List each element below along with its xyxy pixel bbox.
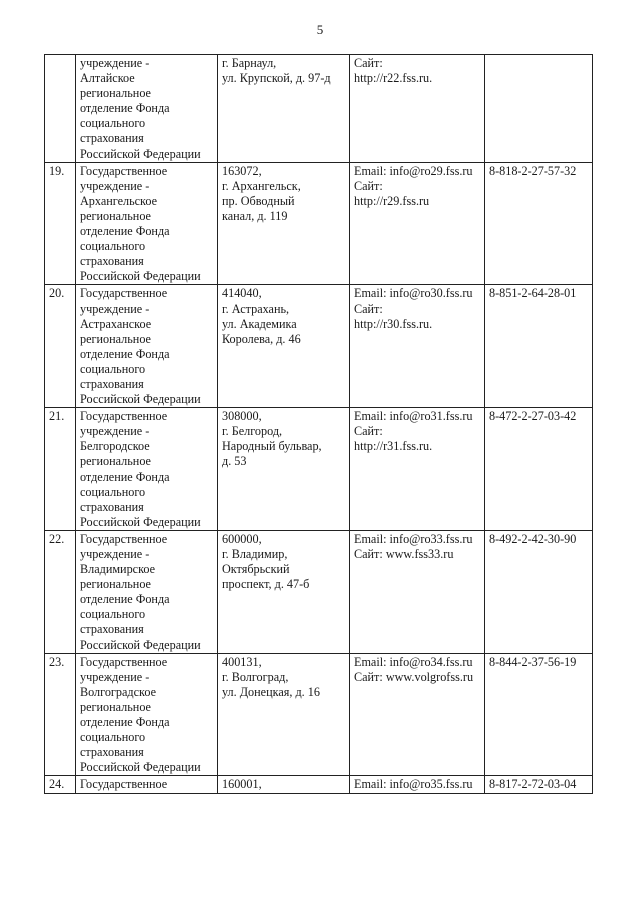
institution-name-line: Государственное	[80, 409, 168, 424]
row-number-cell: 19.	[45, 162, 76, 285]
institution-name-line: социального	[80, 730, 146, 745]
address-line: д. 53	[222, 454, 247, 469]
institution-name-line: Российской Федерации	[80, 146, 201, 161]
contacts-line: Email: info@ro30.fss.ru	[354, 286, 473, 301]
institution-name-cell	[76, 653, 218, 776]
institution-name-line: Государственное	[80, 654, 168, 669]
institution-name-line: социального	[80, 607, 146, 622]
institution-name-line: отделение Фонда	[80, 101, 170, 116]
address-line: 308000,	[222, 409, 262, 424]
institution-name-line: учреждение -	[80, 669, 150, 684]
institution-name-line: страхования	[80, 622, 144, 637]
contacts-line: Email: info@ro31.fss.ru	[354, 409, 473, 424]
contacts-line: Сайт:	[354, 424, 383, 439]
institution-name-cell	[76, 776, 218, 793]
institution-name-cell	[76, 530, 218, 653]
row-number-cell: 21.	[45, 408, 76, 531]
institution-name-line: Государственное	[80, 777, 168, 792]
address-cell	[218, 162, 350, 285]
institution-name-line: Российской Федерации	[80, 392, 201, 407]
contacts-line: Email: info@ro35.fss.ru	[354, 777, 473, 792]
address-line: Королева, д. 46	[222, 331, 301, 346]
address-line: 600000,	[222, 531, 262, 546]
address-line: пр. Обводный	[222, 193, 295, 208]
address-cell	[218, 530, 350, 653]
contacts-line: Сайт: www.volgrofss.ru	[354, 669, 474, 684]
address-cell	[218, 653, 350, 776]
address-cell	[218, 776, 350, 793]
institution-name-line: отделение Фонда	[80, 346, 170, 361]
table-row	[45, 55, 593, 163]
institution-name-line: региональное	[80, 577, 151, 592]
contacts-line: Email: info@ro33.fss.ru	[354, 531, 473, 546]
address-cell	[218, 55, 350, 163]
address-line: г. Владимир,	[222, 547, 288, 561]
institution-name-line: Российской Федерации	[80, 269, 201, 284]
institution-name-line: Архангельское	[80, 193, 158, 208]
contacts-cell	[350, 776, 485, 793]
address-line: 414040,	[222, 286, 262, 301]
institution-name-line: Владимирское	[80, 562, 156, 577]
contacts-line: Сайт:	[354, 178, 383, 193]
address-cell	[218, 285, 350, 408]
table-row	[45, 653, 593, 776]
address-line: г. Белгород,	[222, 424, 283, 439]
contacts-cell	[350, 55, 485, 163]
contacts-line: Email: info@ro34.fss.ru	[354, 654, 473, 669]
table-row	[45, 408, 593, 531]
institution-name-cell	[76, 162, 218, 285]
institution-name-line: Волгоградское	[80, 684, 156, 699]
institution-name-line: региональное	[80, 331, 151, 346]
institution-name-line: Российской Федерации	[80, 760, 201, 775]
institution-name-line: социального	[80, 484, 146, 499]
phone-cell: 8-851-2-64-28-01	[485, 285, 593, 408]
institution-name-line: региональное	[80, 208, 151, 223]
address-line: канал, д. 119	[222, 208, 288, 223]
contacts-cell	[350, 408, 485, 531]
institution-name-line: учреждение -	[80, 178, 150, 193]
address-line: г. Барнаул,	[222, 56, 277, 70]
contacts-cell	[350, 162, 485, 285]
institution-name-line: учреждение -	[80, 301, 150, 316]
institution-name-line: Государственное	[80, 531, 168, 546]
contacts-line: Сайт:	[354, 56, 383, 70]
institution-name-line: учреждение -	[80, 547, 150, 561]
address-line: Октябрьский	[222, 562, 290, 577]
table-row	[45, 530, 593, 653]
institution-name-line: отделение Фонда	[80, 592, 170, 607]
address-line: г. Архангельск,	[222, 178, 301, 193]
institution-name-line: страхования	[80, 376, 144, 391]
institution-name-line: Государственное	[80, 163, 168, 178]
fss-branches-table	[44, 54, 593, 794]
contacts-line: http://r31.fss.ru.	[354, 439, 433, 454]
contacts-line: Сайт:	[354, 301, 383, 316]
institution-name-line: региональное	[80, 699, 151, 714]
institution-name-cell	[76, 408, 218, 531]
row-number-cell	[45, 55, 76, 163]
contacts-cell	[350, 653, 485, 776]
page-number: 5	[316, 22, 324, 37]
table-body	[45, 55, 593, 794]
address-line: проспект, д. 47-б	[222, 577, 310, 592]
phone-cell	[485, 55, 593, 163]
phone-cell: 8-844-2-37-56-19	[485, 653, 593, 776]
institution-name-line: Государственное	[80, 286, 168, 301]
address-cell	[218, 408, 350, 531]
address-line: ул. Донецкая, д. 16	[222, 684, 320, 699]
row-number-cell: 24.	[45, 776, 76, 793]
row-number-cell: 22.	[45, 530, 76, 653]
institution-name-line: региональное	[80, 454, 151, 469]
institution-name-line: Астраханское	[80, 316, 152, 331]
institution-name-line: учреждение -	[80, 56, 150, 70]
contacts-line: http://r29.fss.ru	[354, 193, 430, 208]
row-number-cell: 20.	[45, 285, 76, 408]
row-number-cell: 23.	[45, 653, 76, 776]
address-line: 160001,	[222, 777, 262, 792]
address-line: 400131,	[222, 654, 262, 669]
phone-cell: 8-492-2-42-30-90	[485, 530, 593, 653]
institution-name-cell	[76, 285, 218, 408]
contacts-line: http://r30.fss.ru.	[354, 316, 433, 331]
contacts-line: Email: info@ro29.fss.ru	[354, 163, 473, 178]
table-row	[45, 776, 593, 793]
institution-name-line: отделение Фонда	[80, 469, 170, 484]
institution-name-line: Российской Федерации	[80, 637, 201, 652]
address-line: 163072,	[222, 163, 262, 178]
contacts-cell	[350, 285, 485, 408]
institution-name-line: страхования	[80, 499, 144, 514]
table-row	[45, 162, 593, 285]
phone-cell: 8-818-2-27-57-32	[485, 162, 593, 285]
address-line: Народный бульвар,	[222, 439, 322, 454]
institution-name-line: отделение Фонда	[80, 224, 170, 239]
institution-name-line: социального	[80, 116, 146, 131]
address-line: ул. Академика	[222, 316, 297, 331]
institution-name-line: страхования	[80, 131, 144, 146]
institution-name-line: социального	[80, 361, 146, 376]
contacts-line: Сайт: www.fss33.ru	[354, 547, 454, 561]
institution-name-cell	[76, 55, 218, 163]
address-line: г. Астрахань,	[222, 301, 290, 316]
contacts-line: http://r22.fss.ru.	[354, 71, 433, 86]
institution-name-line: Белгородское	[80, 439, 150, 454]
institution-name-line: Российской Федерации	[80, 514, 201, 529]
address-line: ул. Крупской, д. 97-д	[222, 71, 331, 86]
phone-cell: 8-817-2-72-03-04	[485, 776, 593, 793]
table-row	[45, 285, 593, 408]
institution-name-line: Алтайское	[80, 71, 135, 86]
institution-name-line: учреждение -	[80, 424, 150, 439]
institution-name-line: отделение Фонда	[80, 715, 170, 730]
institution-name-line: страхования	[80, 254, 144, 269]
address-line: г. Волгоград,	[222, 669, 289, 684]
institution-name-line: страхования	[80, 745, 144, 760]
institution-name-line: социального	[80, 239, 146, 254]
phone-cell: 8-472-2-27-03-42	[485, 408, 593, 531]
institution-name-line: региональное	[80, 86, 151, 101]
contacts-cell	[350, 530, 485, 653]
